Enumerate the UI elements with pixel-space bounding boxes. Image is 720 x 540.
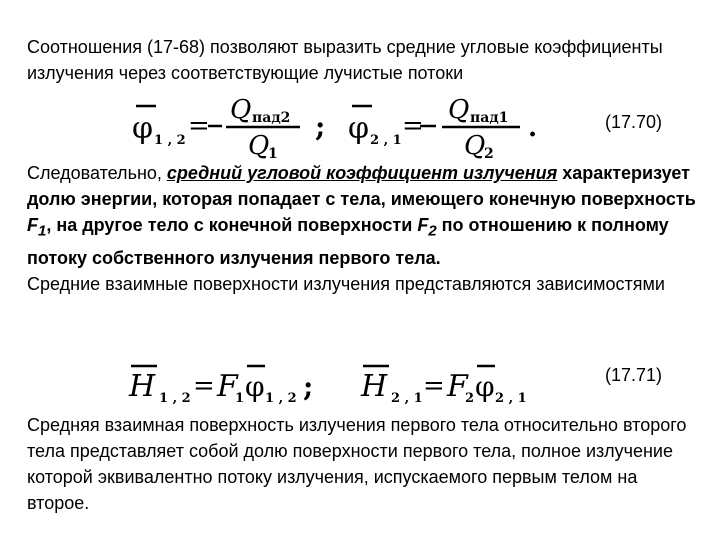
f-subscript: 2 [465,391,475,406]
phi-symbol: φ [475,370,495,403]
surface-f2 [417,215,437,240]
phi-subscript: 2 , 1 [495,391,527,406]
numerator-q: Q [448,95,470,125]
phi-symbol: φ [132,111,154,146]
denominator-sub: 1 [268,146,278,162]
denominator-sub: 2 [484,146,494,162]
h-subscript: 1 , 2 [159,391,191,406]
f-subscript: 1 [235,391,245,406]
equals-sign: = [423,371,445,401]
definition-paragraph [27,160,697,297]
h-subscript: 2 , 1 [391,391,423,406]
intro-paragraph: Соотношения (17-68) позволяют выразить средние угловые коэффициенты излучения через соответствующие лучистые потоки [27,37,663,83]
formula-17-70 [130,92,570,162]
f2-letter: F [417,215,429,235]
defined-term: средний угловой коэффициент излучения [166,163,558,183]
equation-number: (17.70) [604,112,662,132]
denominator-q: Q [248,131,270,161]
equals-sign: = [402,111,424,141]
numerator-q: Q [230,95,252,125]
f2-subscript: 2 [428,222,437,240]
phi-subscript: 2 , 1 [370,133,402,148]
h-symbol: H [129,369,156,404]
phi-subscript: 1 , 2 [265,391,297,406]
surface-f1 [27,215,47,240]
f1-subscript: 1 [38,222,47,240]
f1-letter: F [27,215,38,235]
phi-symbol: φ [348,111,370,146]
lead-text: Следовательно, [27,163,167,183]
definition-part: характеризует долю энергии, которая попадает с тела, имеющего конечную поверхность [27,163,696,209]
semicolon: ; [315,110,326,143]
equals-sign: = [188,111,210,141]
equation-number: (17.71) [604,365,662,385]
equals-sign: = [193,371,215,401]
denominator-q: Q [464,131,486,161]
formula-17-71 [125,358,565,408]
f-symbol: F [447,369,468,404]
period: . [528,113,538,143]
mutual-surface-paragraph: Средняя взаимная поверхность излучения первого тела относительно второго тела представляет собой долю поверхности первого тела, полное излучение которой эквивалентно потоку излучения, испускаемого первым телом на второе. [27,415,687,513]
h-symbol: H [361,369,388,404]
mutual-surfaces-text: Средние взаимные поверхности излучения представляются зависимостями [27,273,665,294]
semicolon: ; [303,370,314,403]
numerator-sub: пад2 [252,110,291,126]
phi-symbol: φ [245,370,265,403]
definition-part: , на другое тело с конечной поверхности [46,215,418,235]
definition-part: по отношению к полному потоку собственного излучения первого тела. [27,215,669,268]
f-symbol: F [217,369,238,404]
numerator-sub: пад1 [470,110,509,126]
phi-subscript: 1 , 2 [154,133,186,148]
